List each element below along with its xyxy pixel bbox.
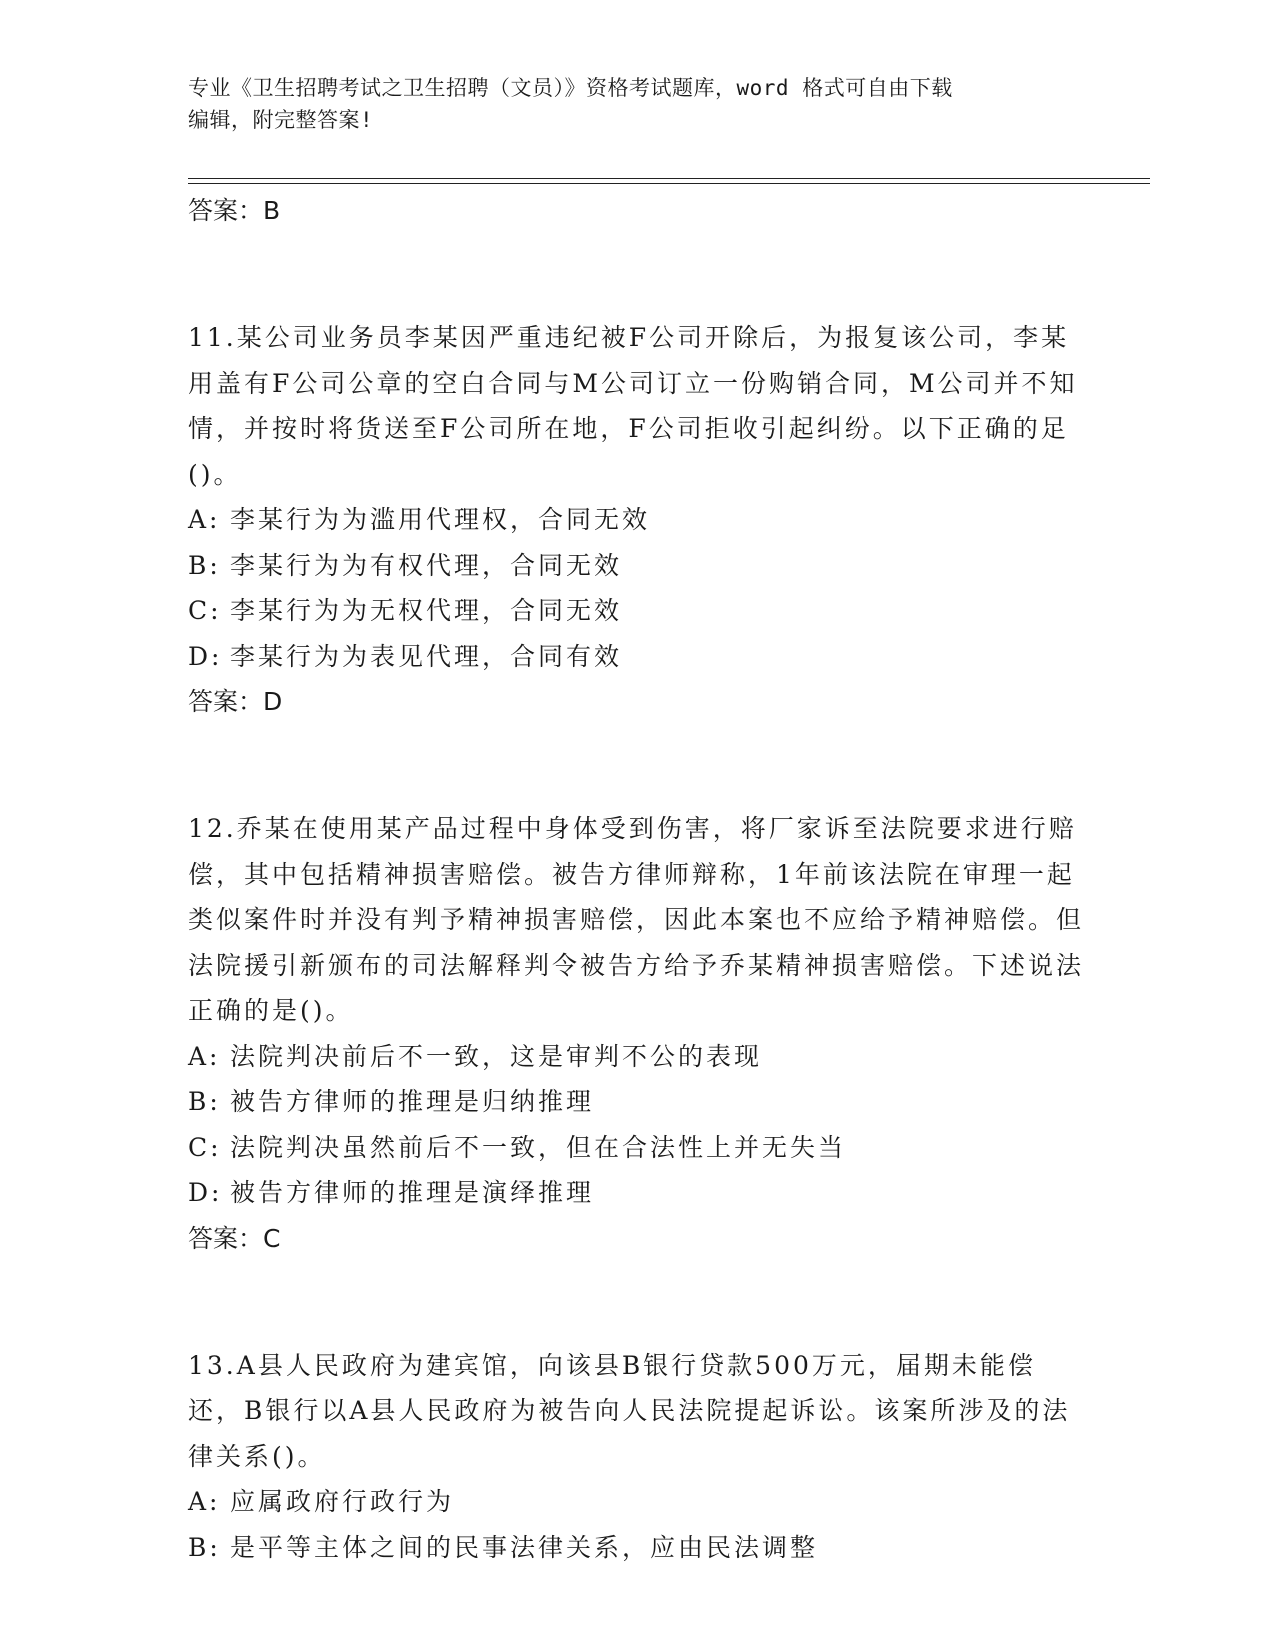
option-key: B:: [188, 1532, 221, 1562]
option-b: [188, 1079, 1088, 1125]
option-c: [188, 588, 1088, 634]
option-key: C:: [188, 1132, 222, 1162]
answer-line: 答案：C: [188, 1223, 281, 1253]
question-block: [188, 724, 1088, 1261]
option-text: 是平等主体之间的民事法律关系，应由民法调整: [230, 1532, 819, 1562]
question-block: [188, 233, 1088, 724]
question-stem: 13.A县人民政府为建宾馆，向该县B银行贷款500万元，届期未能偿还，B银行以A县人民政府为被告向人民法院提起诉讼。该案所涉及的法律关系()。: [188, 1350, 1071, 1471]
option-text: 李某行为为有权代理，合同无效: [230, 550, 623, 580]
option-text: 法院判决前后不一致，这是审判不公的表现: [230, 1041, 763, 1071]
option-text: 李某行为为无权代理，合同无效: [230, 596, 623, 625]
option-b: [188, 1525, 1088, 1571]
question-stem: 12.乔某在使用某产品过程中身体受到伤害，将厂家诉至法院要求进行赔偿，其中包括精神损害赔偿。被告方律师辩称，1年前该法院在审理一起类似案件时并没有判予精神损害赔偿，因此本案也不应给予精神赔偿。但法院援引新颁布的司法解释判令被告方给予乔某精神损害赔偿。下述说法正确的是()。: [188, 814, 1085, 1025]
answer-line: 答案：B: [188, 196, 281, 225]
document-body: [188, 188, 1088, 1570]
question-block: [188, 1261, 1088, 1571]
option-key: D:: [188, 641, 223, 671]
option-key: C:: [188, 596, 222, 625]
option-key: A:: [188, 1041, 221, 1071]
header-divider-thin: [188, 183, 1150, 184]
option-a: [188, 497, 1088, 543]
option-key: A:: [188, 1487, 221, 1516]
option-b: [188, 543, 1088, 589]
option-key: B:: [188, 550, 221, 580]
option-text: 应属政府行政行为: [230, 1487, 455, 1516]
header-line-2: 编辑，附完整答案!: [188, 108, 374, 132]
option-d: [188, 634, 1088, 680]
option-key: D:: [188, 1178, 223, 1207]
option-text: 李某行为为滥用代理权，合同无效: [230, 505, 651, 534]
header-line-1: 专业《卫生招聘考试之卫生招聘（文员）》资格考试题库，word 格式可自由下载: [188, 76, 953, 100]
page-header: [188, 72, 1088, 136]
header-divider: [188, 178, 1150, 179]
option-key: A:: [188, 505, 221, 534]
option-key: B:: [188, 1087, 221, 1116]
option-text: 被告方律师的推理是归纳推理: [230, 1087, 595, 1116]
option-d: [188, 1170, 1088, 1216]
option-a: [188, 1479, 1088, 1525]
option-text: 法院判决虽然前后不一致，但在合法性上并无失当: [230, 1132, 847, 1162]
option-text: 李某行为为表见代理，合同有效: [230, 641, 623, 671]
option-a: [188, 1034, 1088, 1080]
question-stem: 11.某公司业务员李某因严重违纪被F公司开除后，为报复该公司，李某用盖有F公司公章的空白合同与M公司订立一份购销合同，M公司并不知情，并按时将货送至F公司所在地，F公司拒收引起纠纷。以下正确的足()。: [188, 323, 1078, 489]
answer-line: 答案：D: [188, 687, 283, 716]
option-c: [188, 1125, 1088, 1171]
option-text: 被告方律师的推理是演绎推理: [230, 1178, 595, 1207]
